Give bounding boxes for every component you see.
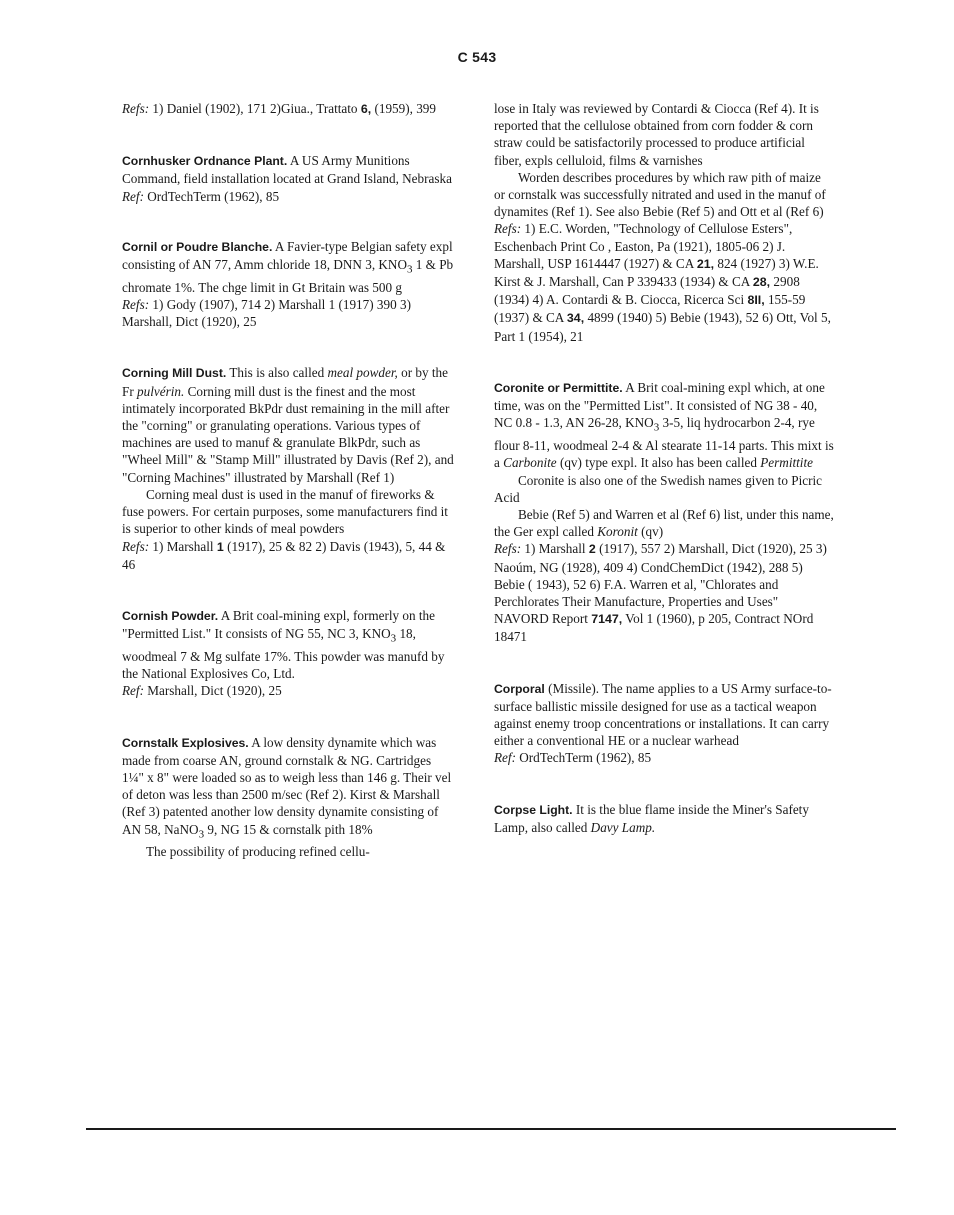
entry-body: A US Army Munitions Command, field installation located at Grand Island, Nebraska — [122, 153, 452, 187]
entry-italic: pulvérin. — [137, 383, 185, 399]
entry-cornish-powder — [122, 607, 454, 700]
refs-bold: 8II, — [747, 293, 765, 308]
refs-text: 1) Daniel (1902), 171 2)Giua., Trattato — [152, 101, 358, 116]
entry-body: A Favier-type Belgian safety expl consisting of AN 77, Amm chloride 18, DNN 3, KNO — [122, 238, 453, 273]
refs-label: Refs: — [494, 541, 522, 557]
entry-body: This is also called — [229, 365, 325, 381]
entry-heading: Corporal — [494, 681, 545, 696]
refs-bold: 34, — [566, 311, 585, 326]
entry-body: A Brit coal-mining expl which, at one time, was on the "Permitted List". It consisted of NG 38 - 40, NC 0.8 - 1.3, AN 26-28, KNO — [494, 379, 825, 431]
entry-heading: Coronite or Permittite. — [494, 380, 623, 395]
entry-italic: Koronit — [597, 524, 638, 540]
refs-bold: 7147, — [591, 612, 623, 627]
entry-italic: meal powder, — [327, 365, 398, 381]
refs-text-end: (1959), 399 — [374, 101, 436, 116]
entry-body: lose in Italy was reviewed by Contardi & Ciocca (Ref 4). It is reported that the cellulose obtained from corn fodder & corn straw could be satisfactorily processed to produce artificial fiber, expls celluloid, films & varnishes — [494, 101, 819, 168]
entry-corning-mill-dust — [122, 364, 454, 572]
entry-body: (Missile). The name applies to a US Army surface-to-surface ballistic missile designed for use as a tactical weapon against enemy troop concentrations or installations. It can carry either a conventional HE or a nuclear warhead — [494, 680, 832, 749]
ref-text: Marshall, Dict (1920), 25 — [147, 683, 282, 699]
entry-body: It is the blue flame inside the Miner's Safety Lamp, also called — [494, 801, 809, 835]
entry-paragraph: Corning meal dust is used in the manuf of fireworks & fuse powers. For certain purposes, some manufacturers find it is superior to other kinds of meal powders — [122, 486, 448, 537]
entry-heading: Corning Mill Dust. — [122, 366, 227, 381]
refs-text: 1) E.C. Worden, "Technology of Cellulose Esters", Eschenbach Print Co , Easton, Pa (1921), 1805-06 2) J. Marshall, USP 1614447 (1927) & CA — [494, 221, 793, 271]
refs-text-end: Vol 1 (1960), p 205, Contract NOrd 18471 — [494, 611, 814, 645]
subscript: 3 — [198, 828, 205, 841]
entry-heading: Cornstalk Explosives. — [122, 735, 249, 750]
refs-text: 1) Marshall — [524, 541, 586, 557]
entry-text: Bebie (Ref 5) and Warren et al (Ref 6) list, under this name, the Ger expl called — [494, 506, 834, 540]
ref-text: OrdTechTerm (1962), 85 — [147, 188, 280, 204]
refs-bold: 28, — [752, 275, 771, 290]
entry-paragraph: Worden describes procedures by which raw pith of maize or cornstalk was successfully nitrated and used in the manuf of dynamites (Ref 1). See also Bebie (Ref 5) and Ott et al (Ref 6) — [494, 169, 826, 220]
refs-text: 4899 (1940) 5) Bebie (1943), 52 6) Ott, Vol 5, Part 1 (1954), 21 — [494, 310, 831, 344]
entry-body-cont: (qv) type expl. It also has been called — [559, 455, 757, 471]
entry-heading: Cornhusker Ordnance Plant. — [122, 154, 288, 169]
entry-paragraph: The possibility of producing refined cellu- — [146, 844, 370, 860]
daniel-refs-entry — [122, 100, 454, 118]
entry-body: A Brit coal-mining expl, formerly on the "Permitted List." It consists of NG 55, NC 3, KNO — [122, 607, 436, 642]
refs-text-end: (1917), 25 & 82 2) Davis (1943), 5, 44 & 46 — [122, 538, 446, 572]
entry-cornstalk-explosives-continued — [494, 100, 834, 345]
refs-label: Refs: — [122, 538, 150, 554]
left-column — [122, 100, 454, 861]
refs-text: 2908 (1934) 4) A. Contardi & B. Ciocca, Ricerca Sci — [494, 274, 800, 308]
refs-label: Refs: — [122, 297, 150, 313]
entry-italic: Carbonite — [503, 455, 557, 471]
bottom-rule — [86, 1128, 896, 1130]
refs-line — [122, 100, 454, 118]
refs-text: 1) Marshall — [152, 538, 214, 554]
right-column — [494, 100, 834, 836]
ref-label: Ref: — [122, 683, 144, 699]
entry-paragraph — [494, 506, 834, 540]
entry-body-cont: 9, NG 15 & cornstalk pith 18% — [207, 821, 373, 837]
entry-body-cont: 1 & Pb chromate 1%. The chge limit in Gt Britain was 500 g — [122, 257, 454, 295]
entry-heading: Cornil or Poudre Blanche. — [122, 239, 273, 254]
entry-text: (qv) — [641, 524, 664, 540]
entry-corpse-light — [494, 801, 834, 836]
refs-bold: 6, — [360, 102, 372, 116]
ref-label: Ref: — [122, 188, 144, 204]
entry-body: Corning mill dust is the finest and the most intimately incorporated BkPdr dust remaining in the mill after the "corning" or granulating operations. Various types of machines are used to manuf & granulate BlkPdr, such as "Wheel Mill" & "Stamp Mill" illustrated by Davis (Ref 2), and "Corning Machines" illustrated by Marshall (Ref 1) — [122, 383, 454, 485]
refs-text: 1) Gody (1907), 714 2) Marshall 1 (1917) 390 3) Marshall, Dict (1920), 25 — [122, 297, 411, 330]
subscript: 3 — [390, 632, 397, 645]
refs-label: Refs: — [494, 221, 522, 237]
entry-heading: Corpse Light. — [494, 802, 573, 817]
entry-italic: Permittite — [760, 455, 813, 471]
refs-text: 155-59 (1937) & CA — [494, 292, 806, 326]
subscript: 3 — [406, 263, 413, 276]
page-header: C 543 — [457, 49, 497, 65]
entry-body-cont: 3-5, liq hydrocarbon 2-4, rye flour 8-11, woodmeal 2-4 & Al stearate 11-14 parts. This mixt is a — [494, 415, 834, 471]
entry-coronite-permittite — [494, 379, 834, 646]
entry-cornstalk-explosives — [122, 734, 454, 861]
entry-body: or by the Fr — [122, 365, 448, 399]
entry-corporal — [494, 680, 834, 767]
entry-body: A low density dynamite which was made from coarse AN, ground cornstalk & NG. Cartridges 1¼" x 8" were loaded so as to weigh less than 146 g. Their vel of deton was less than 2500 m/sec (Ref 2). Kirst & Marshall (Ref 3) patented another low density dynamite consisting of AN 58, NaNO — [122, 734, 452, 837]
entry-cornhusker-ordnance-plant — [122, 152, 454, 205]
refs-bold: 2 — [588, 542, 596, 557]
refs-bold: 1 — [216, 539, 224, 554]
refs-text: 824 (1927) 3) W.E. Kirst & J. Marshall, Can P 339433 (1934) & CA — [494, 255, 819, 290]
entry-body-cont: 18, woodmeal 7 & Mg sulfate 17%. This powder was manufd by the National Explosives Co, Ltd. — [122, 626, 445, 682]
refs-text: (1917), 557 2) Marshall, Dict (1920), 25 3) Naoúm, NG (1928), 409 4) CondChemDict (1942), 288 5) Bebie ( 1943), 52 6) F.A. Warren et al, "Chlorates and Perchlorates Their Manufacture, Properties and Uses" NAVORD Report — [494, 541, 827, 627]
entry-cornil-poudre-blanche — [122, 238, 454, 331]
ref-label: Ref: — [494, 750, 516, 766]
refs-label: Refs: — [122, 101, 150, 116]
subscript: 3 — [653, 421, 660, 434]
entry-italic: Davy Lamp. — [590, 819, 656, 835]
entry-paragraph: Coronite is also one of the Swedish names given to Picric Acid — [494, 472, 822, 505]
refs-bold: 21, — [696, 256, 715, 271]
ref-text: OrdTechTerm (1962), 85 — [519, 750, 652, 766]
entry-heading: Cornish Powder. — [122, 608, 219, 623]
